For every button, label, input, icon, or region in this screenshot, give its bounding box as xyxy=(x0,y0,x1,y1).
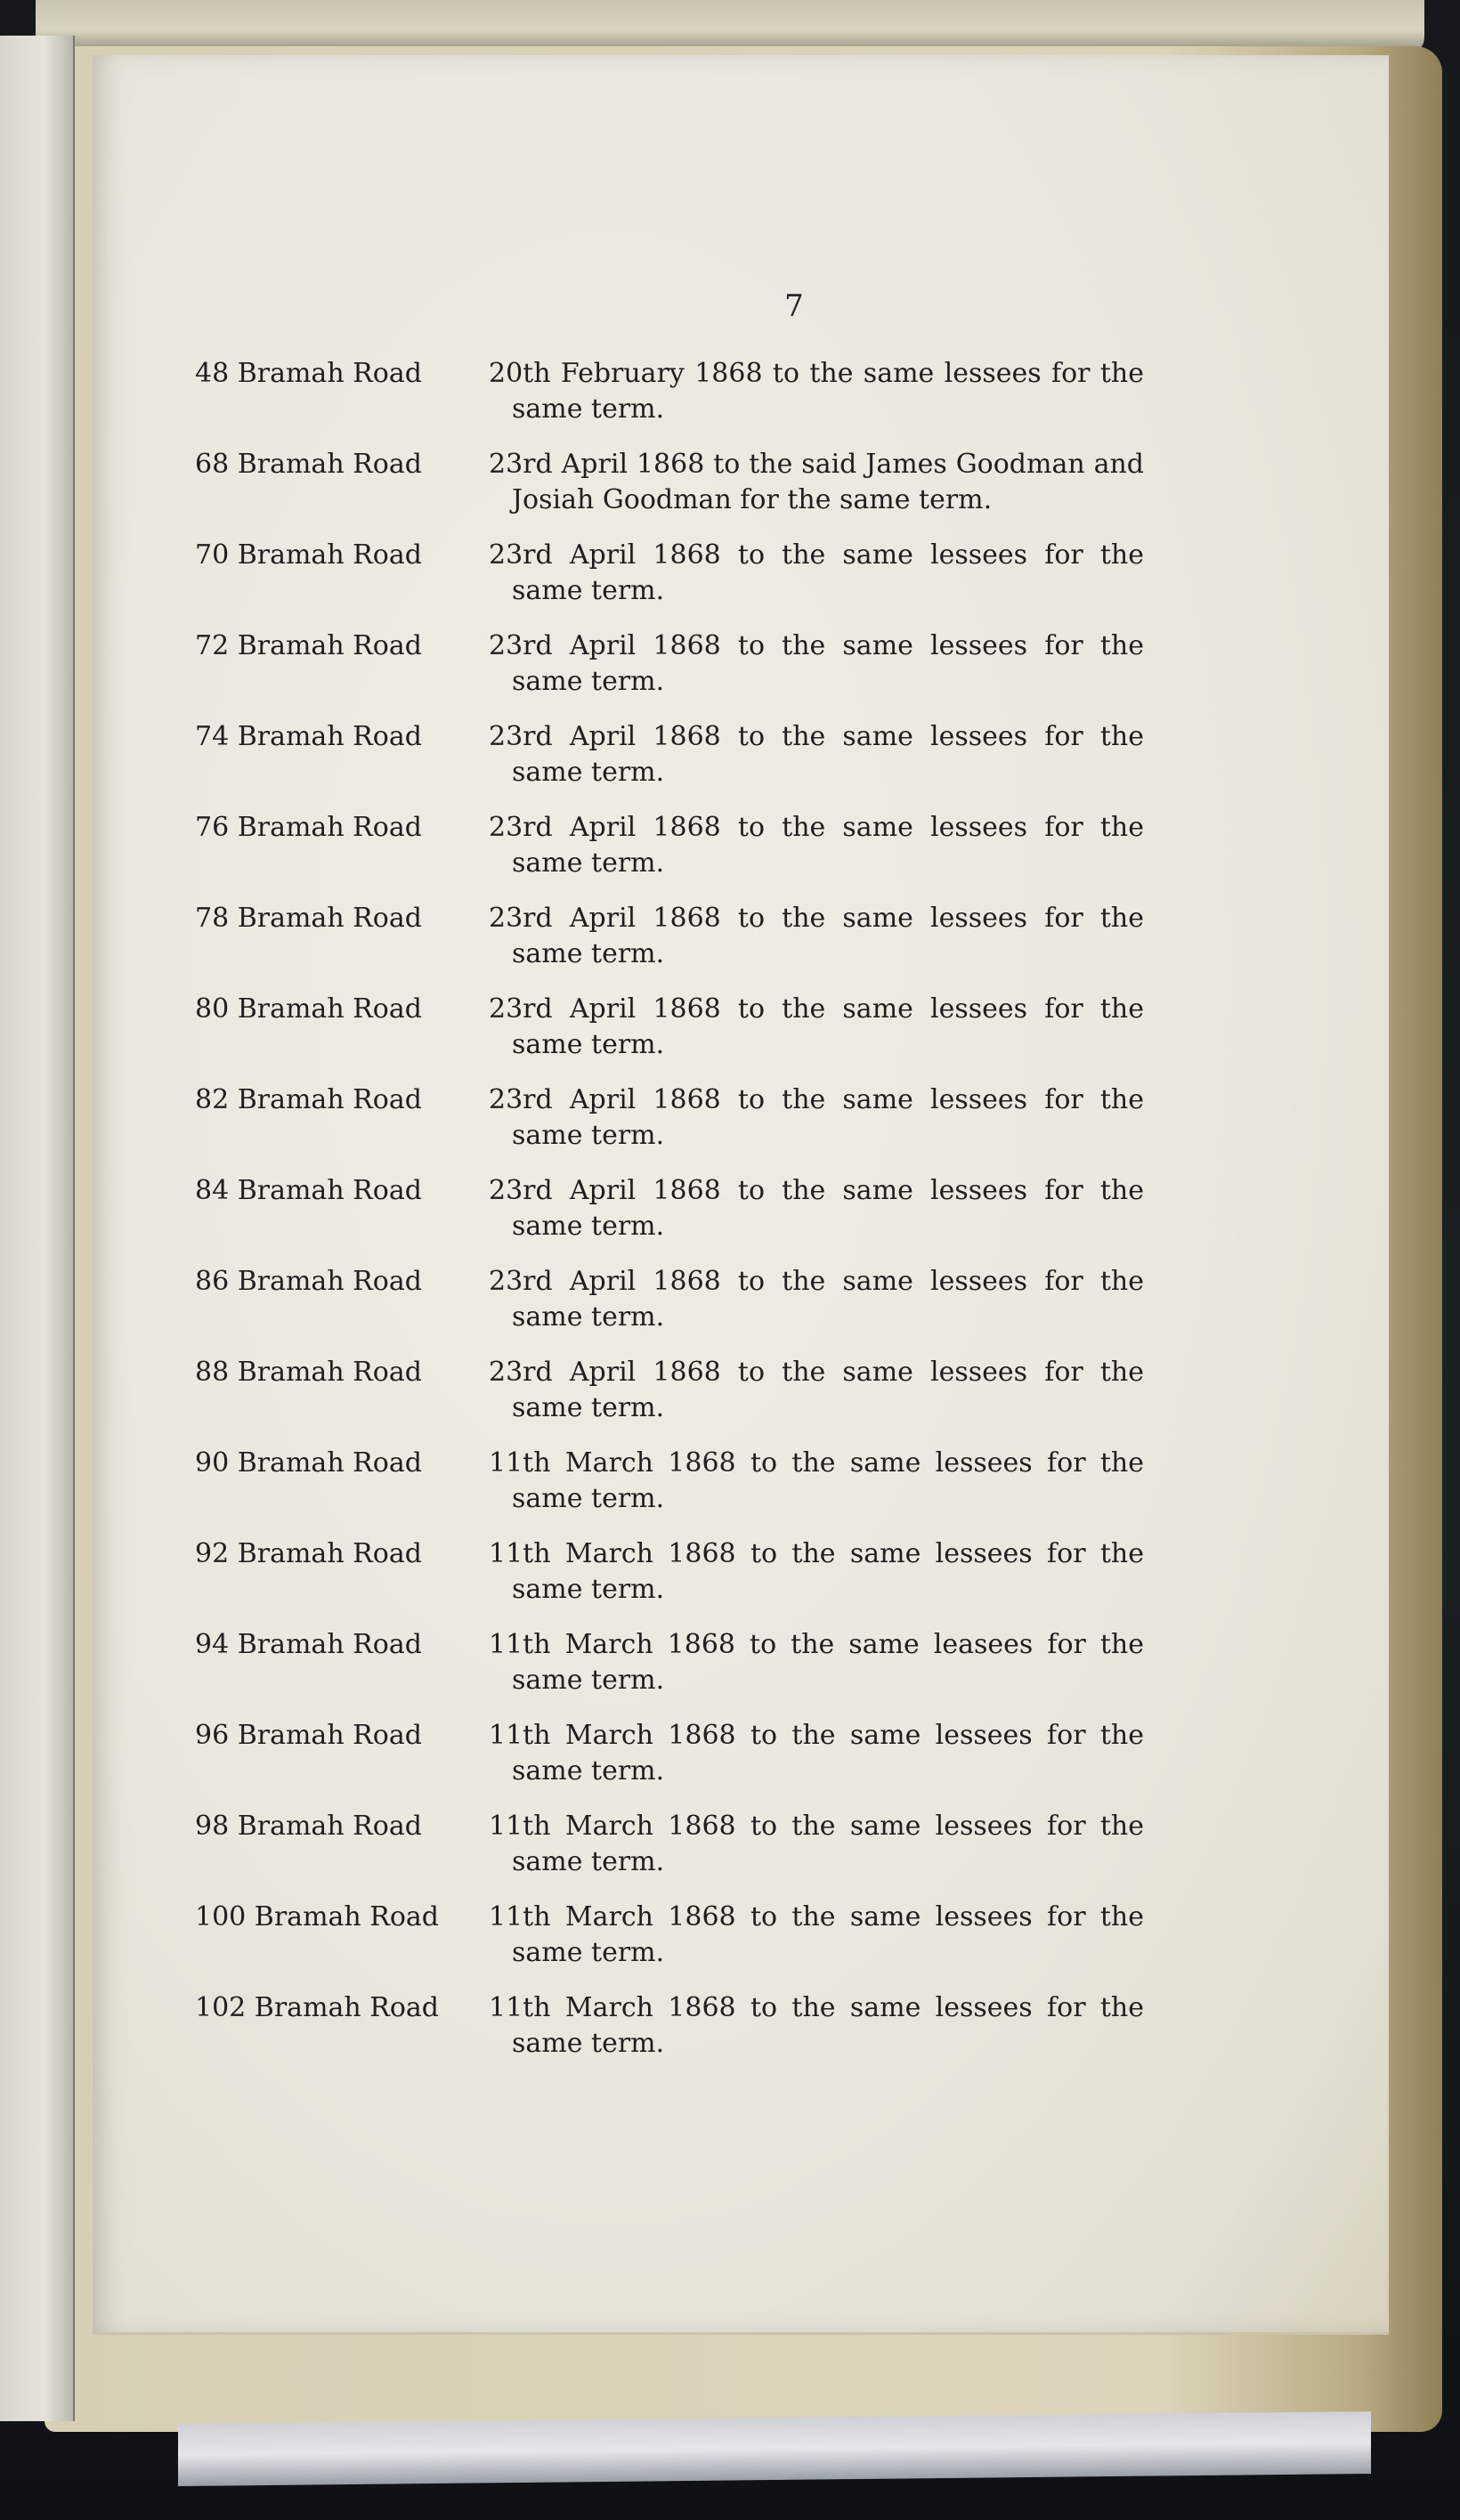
lease-entry xyxy=(195,628,1192,700)
property-address: 102 Bramah Road xyxy=(195,1992,439,2023)
lease-entry xyxy=(195,1809,1192,1880)
lease-details: 23rd April 1868 to the same lessees for the same term. xyxy=(489,630,1144,697)
property-address: 96 Bramah Road xyxy=(195,1720,422,1751)
lease-details: 23rd April 1868 to the same lessees for the same term. xyxy=(489,812,1144,879)
lease-details: 23rd April 1868 to the same lessees for the same term. xyxy=(489,903,1144,969)
lease-entry xyxy=(195,1990,1192,2062)
lease-details: 11th March 1868 to the same lessees for the same term. xyxy=(489,1447,1144,1514)
lease-entry xyxy=(195,1082,1192,1154)
lease-entry xyxy=(195,1355,1192,1426)
lease-entry xyxy=(195,1173,1192,1244)
lease-details: 23rd April 1868 to the same lessees for the same term. xyxy=(489,1357,1144,1423)
printed-page xyxy=(93,55,1389,2335)
property-address: 88 Bramah Road xyxy=(195,1357,422,1388)
property-address: 74 Bramah Road xyxy=(195,721,422,752)
property-address: 86 Bramah Road xyxy=(195,1266,422,1297)
lease-entry xyxy=(195,538,1192,609)
property-address: 90 Bramah Road xyxy=(195,1447,422,1479)
lease-details: 23rd April 1868 to the same lessees for the same term. xyxy=(489,539,1144,606)
property-address: 98 Bramah Road xyxy=(195,1811,422,1842)
lease-details: 20th February 1868 to the same lessees for the same term. xyxy=(489,358,1144,425)
property-address: 80 Bramah Road xyxy=(195,993,422,1025)
lease-details: 23rd April 1868 to the same lessees for the same term. xyxy=(489,721,1144,788)
lease-entry xyxy=(195,1446,1192,1517)
lease-entry xyxy=(195,1718,1192,1789)
lease-details: 23rd April 1868 to the said James Goodman and Josiah Goodman for the same term. xyxy=(489,449,1144,515)
lease-entry xyxy=(195,1264,1192,1335)
lease-details: 23rd April 1868 to the same lessees for the same term. xyxy=(489,1266,1144,1333)
lease-entry xyxy=(195,901,1192,972)
property-address: 100 Bramah Road xyxy=(195,1901,439,1933)
property-address: 70 Bramah Road xyxy=(195,539,422,571)
property-address: 68 Bramah Road xyxy=(195,449,422,480)
property-address: 48 Bramah Road xyxy=(195,358,422,389)
lease-details: 11th March 1868 to the same lessees for the same term. xyxy=(489,1811,1144,1877)
facing-page-edge xyxy=(0,36,75,2421)
lease-entry xyxy=(195,810,1192,881)
property-address: 72 Bramah Road xyxy=(195,630,422,661)
lease-details: 23rd April 1868 to the same lessees for the same term. xyxy=(489,1084,1144,1151)
lease-entry xyxy=(195,1900,1192,1971)
property-address: 76 Bramah Road xyxy=(195,812,422,843)
underlying-sheet-edge xyxy=(178,2411,1371,2486)
lease-entry xyxy=(195,356,1192,427)
lease-entry xyxy=(195,992,1192,1063)
lease-details: 23rd April 1868 to the same lessees for the same term. xyxy=(489,1175,1144,1242)
property-address: 82 Bramah Road xyxy=(195,1084,422,1115)
lease-details: 11th March 1868 to the same leasees for the same term. xyxy=(489,1629,1144,1696)
property-address: 92 Bramah Road xyxy=(195,1538,422,1569)
lease-entry xyxy=(195,1627,1192,1698)
lease-entry xyxy=(195,719,1192,790)
lease-entry xyxy=(195,447,1192,518)
property-address: 94 Bramah Road xyxy=(195,1629,422,1660)
lease-entry xyxy=(195,1536,1192,1608)
lease-details: 11th March 1868 to the same lessees for the same term. xyxy=(489,1901,1144,1968)
lease-details: 11th March 1868 to the same lessees for the same term. xyxy=(489,1720,1144,1787)
lease-details: 11th March 1868 to the same lessees for the same term. xyxy=(489,1992,1144,2059)
property-address: 78 Bramah Road xyxy=(195,903,422,934)
lease-details: 23rd April 1868 to the same lessees for the same term. xyxy=(489,993,1144,1060)
lease-entries-list xyxy=(195,356,1192,2081)
page-number: 7 xyxy=(784,288,804,324)
property-address: 84 Bramah Road xyxy=(195,1175,422,1206)
lease-details: 11th March 1868 to the same lessees for the same term. xyxy=(489,1538,1144,1605)
